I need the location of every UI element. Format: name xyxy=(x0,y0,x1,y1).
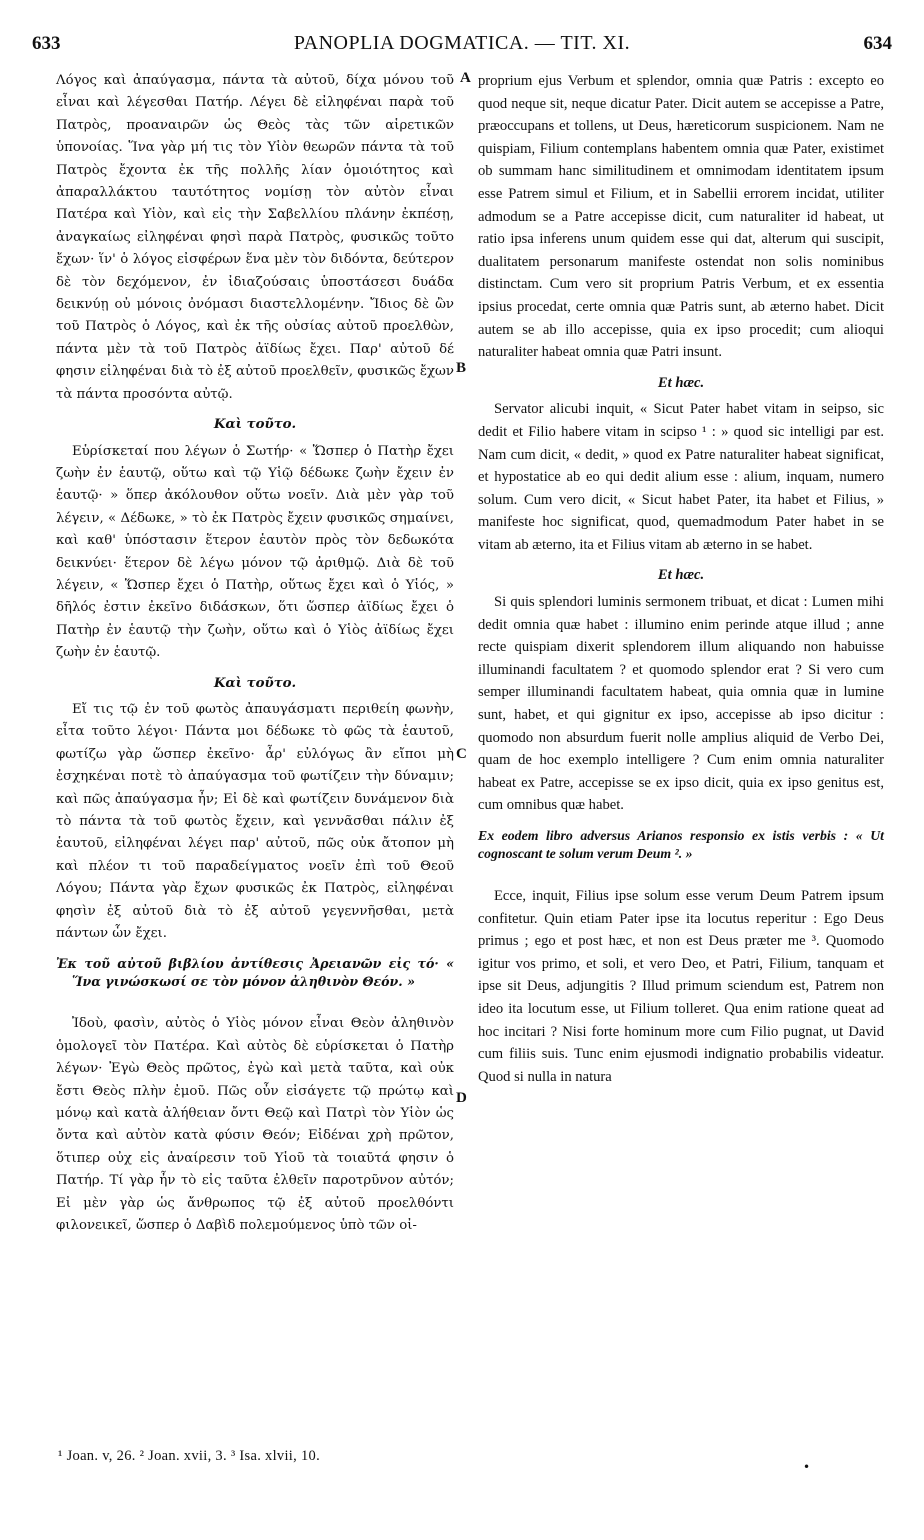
greek-heading-3: Ἐκ τοῦ αὐτοῦ βιβλίου ἀντίθεσις Ἀρειανῶν εἰς τό· « Ἵνα γινώσκωσί σε τὸν μόνον ἀληθινὸν Θεόν. » xyxy=(56,956,454,990)
latin-paragraph-4: Ecce, inquit, Filius ipse solum esse verum Deum Patrem ipsum confitetur. Quin etiam Pater ipse ita locutus reperitur : Ego Deus primus ; ego et post hæc, et non est Deus præter me ³. Quomodo igitur vos primo, et soli, et vero Deo, et Patri, Filium, tanquam et ipse sit Deus, adjungitis ? Illud primum sciendum est, Patrem non ideo ita locutum esse, ut Filium tolleret. Qua enim ratione queat ad hoc incitari ? Nisi forte hominum more cum Filio pugnat, ut David cum filiis suis. Tunc enim ejusmodi indignatio probabilis videatur. Quod si nulla in natura xyxy=(478,888,884,1085)
latin-paragraph-2: Servator alicubi inquit, « Sicut Pater habet vitam in seipso, sic dedit et Filio habere vitam in scipso ¹ : » quod sic intelligi par est. Nam cum dicit, « dedit, » quod ex Patre naturaliter habeat significat, et hypostatice ab eo qui dedit alium esse : alium, inquam, numero solum. Cum vero dicit, « Sicut habet Pater, ita habet et Filius, » manifeste hoc significat, quod, quemadmodum Pater habet in se vitam ab æterno, ita et Filius vitam ab æterno in se habet. xyxy=(478,401,884,553)
greek-paragraph-3: Εἴ τις τῷ ἐν τοῦ φωτὸς ἀπαυγάσματι περιθείη φωνὴν, εἶτα τοῦτο λέγοι· Πάντα μοι δέδωκε τὸ φῶς τὰ ἑαυτοῦ, φωτίζω γὰρ ὥσπερ ἐκεῖνο· ἆρ' εὐλόγως ἂν εἴποι μὴ ἐσχηκέναι ποτὲ τὸ ἀπαύγασμα τοῦ φωτίζειν τὴν δύναμιν; καὶ πῶς ἀπαύγασμα ἦν; Εἰ δὲ καὶ φωτίζειν δυνάμενον διὰ τὸ πάντα τὰ τοῦ φωτὸς ἔχειν, καὶ γεννᾶσθαι πάλιν ἐξ ἑαυτοῦ, εἰληφέναι λέγει παρ' αὐτοῦ, πῶς οὐκ ἄτοπον μὴ καὶ πλέον τι τοῦ παραδείγματος νοεῖν ἐπὶ τοῦ Θεοῦ Λόγου; Πάντα γὰρ ἔχων φυσικῶς ἐκ Πατρὸς, εἰληφέναι φησὶν ἐξ αὐτοῦ διὰ τὸ ἐξ αὐτοῦ γεγεννῆσθαι, μετὰ πάντων ὧν ἔχει. xyxy=(56,701,454,942)
latin-paragraph-3: Si quis splendori luminis sermonem tribuat, et dicat : Lumen mihi dedit omnia quæ habet : illumino enim perinde atque illud ; anne recte quispiam dixerit splendorem illum aliquando non habuisse illuminandi facultatem ? et quomodo splendor erat ? Si vero cum semper illuminandi facultatem habeat, quia omnia quæ in lumine sunt, habet, et qui gignitur ex ipso, accepisse ab ipso dicitur : quomodo non absurdum fuerit nolle amplius aliquid de Verbo Dei, quam de hoc exemplo intelligere ? Cum enim omnia naturaliter habeat ex Patre, accepisse se ex ipso dicit, quia ex ipso genitus est, cum omnibus quæ habet. xyxy=(478,594,884,814)
margin-marker-a: A xyxy=(460,70,471,86)
right-page-number: 634 xyxy=(863,33,892,54)
margin-marker-b: B xyxy=(456,360,467,376)
page-header xyxy=(32,32,892,62)
greek-paragraph-4: Ἰδοὺ, φασὶν, αὐτὸς ὁ Υἱὸς μόνον εἶναι Θεὸν ἀληθινὸν ὁμολογεῖ τὸν Πατέρα. Καὶ αὐτὸς δὲ εὑρίσκεται ὁ Πατὴρ λέγων· Ἐγὼ Θεὸς πρῶτος, ἐγὼ καὶ μετὰ ταῦτα, καὶ οὐκ ἔστι Θεὸς πλὴν ἐμοῦ. Πῶς οὖν εἰσάγετε τῷ πρώτῳ καὶ μόνῳ καὶ κατὰ ἀλήθειαν ὄντι Θεῷ καὶ Πατρὶ τὸν Υἱὸν ὡς ὄντα καὶ αὐτὸν κατὰ φύσιν Θεόν; Εἰδέναι χρὴ πρῶτον, ὅτιπερ οὐχ εἰς ἀναίρεσιν τοῦ Υἱοῦ τὰ τοιαῦτά φησιν ὁ Πατήρ. Τί γὰρ ἦν τὸ εἰς ταῦτα ἐλθεῖν παροτρῦνον αὐτόν; Εἰ μὲν γὰρ ὡς ἄνθρωπος τῷ ἐξ αὐτοῦ προελθόντι φιλονεικεῖ, ὥσπερ ὁ Δαβὶδ πολεμούμενος ὑπὸ τῶν οἰ- xyxy=(56,1016,454,1234)
latin-heading-1: Et hæc. xyxy=(657,374,705,391)
greek-paragraph-2: Εὑρίσκεταί που λέγων ὁ Σωτήρ· « Ὥσπερ ὁ Πατὴρ ἔχει ζωὴν ἐν ἑαυτῷ, οὕτω καὶ τῷ Υἱῷ δέδωκε ζωὴν ἔχειν ἐν ἑαυτῷ· » ὅπερ ἀκόλουθον οὕτω νοεῖν. Διὰ μὲν γὰρ τοῦ λέγειν, « Δέδωκε, » τὸ ἐκ Πατρὸς ἔχειν φυσικῶς σημαίνει, καὶ καθ' ὑπόστασιν ἕτερον ἑαυτὸν πρὸς τὸν δεδωκότα δεικνύει· ἕτερον δὲ λέγω μόνον τῷ ἀριθμῷ. Διὰ δὲ τοῦ λέγειν, « Ὥσπερ ἔχει ὁ Πατὴρ, οὕτως ἔχει καὶ ὁ Υἱός, » δῆλός ἐστιν ἐκεῖνο διδάσκων, ὅτι ὥσπερ ἀϊδίως ἔχει ὁ Πατὴρ ἐν ἑαυτῷ τὴν ζωὴν, οὕτω καὶ ὁ Υἱὸς ἀϊδίως ἔχει ζωὴν ἐν ἑαυτῷ. xyxy=(56,443,454,661)
stray-mark: • xyxy=(803,1460,811,1474)
latin-paragraph-1: proprium ejus Verbum et splendor, omnia quæ Patris : excepto eo quod neque sit, neque dicatur Pater. Dicit autem se accepisse a Patre, præoccupans et tollens, ut Deus, hæreticorum suspicionem. Nam ne quispiam, Filium contemplans habentem omnia quæ Pater, existimet ob summam hanc similitudinem et omnimodam identitatem ipsum esse Patrem simul et Filium, et in Sabellii errorem incidat, utiliter admodum se a Patre accepisse dicit, cum naturaliter id habeat, ut ratio ipsa inferens unum quidem esse qui dat, alterum qui suscipit, dualitatem personarum manifeste ostendat non solis nominibus distinctam. Cum vero sit proprium Patris Verbum, et ex essentia ipsius procedat, certe omnia quæ Patris sunt, ab æterno habet. Dicit autem se ab illo accepisse, quia ex ipso procedit; cum alioqui naturaliter habeat omnia quæ Patri insunt. xyxy=(478,73,884,361)
left-page-number: 633 xyxy=(32,33,61,54)
latin-column xyxy=(478,70,884,1088)
greek-heading-1: Καὶ τοῦτο. xyxy=(213,417,297,433)
greek-heading-2: Καὶ τοῦτο. xyxy=(213,675,297,691)
greek-paragraph-1: Λόγος καὶ ἀπαύγασμα, πάντα τὰ αὐτοῦ, δίχα μόνου τοῦ εἶναι καὶ λέγεσθαι Πατήρ. Λέγει δὲ εἰληφέναι παρὰ τοῦ Πατρὸς, προαναιρῶν ὡς Θεὸς τὰς τῶν αἱρετικῶν ὑπονοίας. Ἵνα γὰρ μή τις τὸν Υἱὸν θεωρῶν πάντα τὰ τοῦ Πατρὸς ἔχοντα ἐκ τῆς πολλῆς λίαν ὁμοιότητος καὶ ἀπαραλλάκτου ταυτότητος νομίσῃ τὸν αὐτὸν εἶναι Πατέρα καὶ Υἱὸν, καὶ εἰς τὴν Σαβελλίου πλάνην ἐκπέσῃ, ἀναγκαίως εἰληφέναι φησὶ παρὰ Πατρὸς, φυσικῶς τοῦτο ἔχων· ἵν' ὁ λόγος εἰσφέρων ἕνα μὲν τὸν διδόντα, δεύτερον δὲ τὸν δεχόμενον, ἐν ἰδιαζούσαις ὑποστάσεσι δυάδα δεικνύῃ οὐ μόνοις ὀνόμασι διαστελλομένην. Ἴδιος δὲ ὢν τοῦ Πατρὸς ὁ Λόγος, καὶ ἐκ τῆς οὐσίας αὐτοῦ προελθὼν, πάντα μὲν τὰ τοῦ Πατρὸς ἀϊδίως ἔχει. Παρ' αὐτοῦ δέ φησιν εἰληφέναι διὰ τὸ ἐξ αὐτοῦ προελθεῖν, φυσικῶς ἔχων τὰ πάντα προσόντα αὐτῷ. xyxy=(56,73,454,402)
greek-column xyxy=(56,70,454,1238)
footnotes: ¹ Joan. v, 26. ² Joan. xvii, 3. ³ Isa. xlvii, 10. xyxy=(58,1448,321,1464)
latin-heading-3: Ex eodem libro adversus Arianos responsio ex istis verbis : « Ut cognoscant te solum verum Deum ². » xyxy=(478,828,884,861)
latin-heading-2: Et hæc. xyxy=(657,567,705,584)
margin-marker-d: D xyxy=(456,1090,467,1106)
running-title: PANOPLIA DOGMATICA. — TIT. XI. xyxy=(293,32,631,54)
margin-marker-c: C xyxy=(456,746,467,762)
